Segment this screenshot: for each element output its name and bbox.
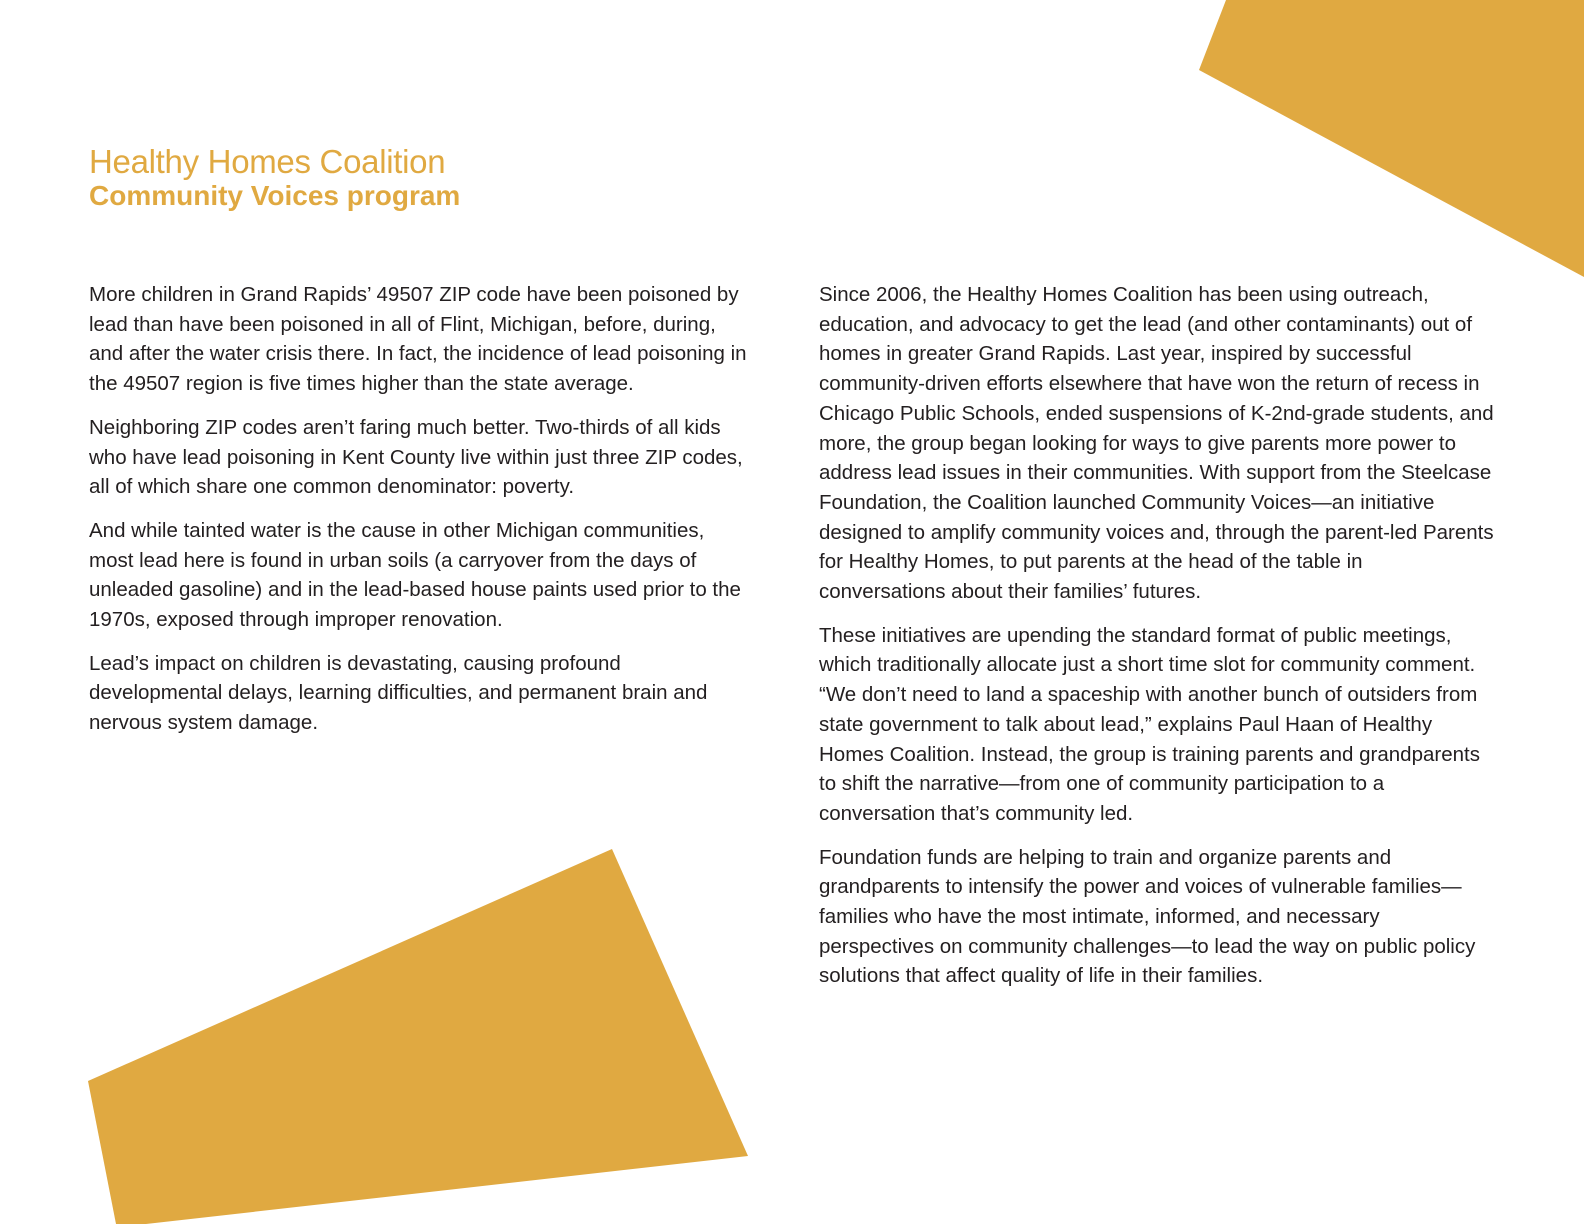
paragraph: These initiatives are upending the standard format of public meetings, which traditionally allocate just a short time slot for community comment. “We don’t need to land a spaceship with another bunch of outsiders from state government to talk about lead,” explains Paul Haan of Healthy Homes Coalition. Instead, the group is training parents and grandparents to shift the narrative—from one of community participation to a conversation that’s community led. bbox=[819, 623, 1480, 825]
left-column bbox=[89, 280, 749, 752]
paragraph: Since 2006, the Healthy Homes Coalition has been using outreach, education, and advocacy to get the lead (and other contaminants) out of homes in greater Grand Rapids. Last year, inspired by successful community-driven efforts elsewhere that have won the return of recess in Chicago Public Schools, ended suspensions of K-2nd-grade students, and more, the group began looking for ways to give parents more power to address lead issues in their communities. With support from the Steelcase Foundation, the Coalition launched Community Voices—an initiative designed to amplify community voices and, through the parent-led Parents for Healthy Homes, to put parents at the head of the table in conversations about their families’ futures. bbox=[819, 283, 1494, 604]
paragraph: More children in Grand Rapids’ 49507 ZIP code have been poisoned by lead than have been poisoned in all of Flint, Michigan, before, during, and after the water crisis there. In fact, the incidence of lead poisoning in the 49507 region is five times higher than the state average. bbox=[89, 283, 747, 396]
page-subtitle: Community Voices program bbox=[89, 180, 461, 211]
paragraph: Lead’s impact on children is devastating, causing profound developmental delays, learning difficulties, and permanent brain and nervous system damage. bbox=[89, 651, 708, 735]
page-header bbox=[89, 144, 729, 212]
bottom-left-accent-shape bbox=[88, 849, 748, 1224]
right-column bbox=[819, 280, 1494, 1005]
top-right-accent-shape bbox=[1199, 0, 1584, 277]
paragraph: Foundation funds are helping to train and organize parents and grandparents to intensify the power and voices of vulnerable families—families who have the most intimate, informed, and necessary perspectives on community challenges—to lead the way on public policy solutions that affect quality of life in their families. bbox=[819, 845, 1476, 988]
page-title: Healthy Homes Coalition bbox=[89, 143, 446, 180]
paragraph: Neighboring ZIP codes aren’t faring much better. Two-thirds of all kids who have lead poisoning in Kent County live within just three ZIP codes, all of which share one common denominator: poverty. bbox=[89, 415, 743, 499]
paragraph: And while tainted water is the cause in other Michigan communities, most lead here is found in urban soils (a carryover from the days of unleaded gasoline) and in the lead-based house paints used prior to the 1970s, exposed through improper renovation. bbox=[89, 518, 741, 632]
